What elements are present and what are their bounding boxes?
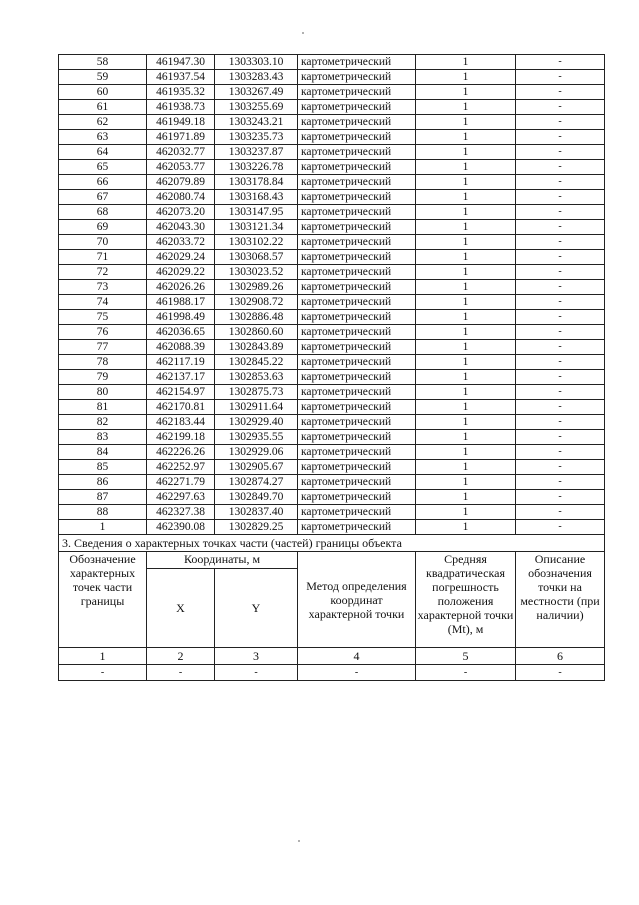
method-cell: картометрический	[298, 490, 416, 505]
description-cell: -	[516, 490, 605, 505]
table-row	[59, 490, 605, 505]
method-cell: картометрический	[298, 220, 416, 235]
description-cell: -	[516, 190, 605, 205]
point-number-cell: 78	[59, 355, 147, 370]
mt-cell: 1	[416, 265, 516, 280]
table-row	[59, 460, 605, 475]
description-cell: -	[516, 415, 605, 430]
table-row	[59, 370, 605, 385]
point-number-cell: 86	[59, 475, 147, 490]
x-coordinate-cell: 462390.08	[147, 520, 215, 535]
point-number-cell: 85	[59, 460, 147, 475]
description-cell: -	[516, 220, 605, 235]
y-coordinate-cell: 1302935.55	[215, 430, 298, 445]
y-coordinate-cell: 1302853.63	[215, 370, 298, 385]
table-row	[59, 475, 605, 490]
mt-cell: 1	[416, 490, 516, 505]
description-cell: -	[516, 385, 605, 400]
method-cell: картометрический	[298, 310, 416, 325]
description-cell: -	[516, 340, 605, 355]
y-coordinate-cell: 1302829.25	[215, 520, 298, 535]
x-coordinate-cell: 462033.72	[147, 235, 215, 250]
y-coordinate-cell: 1303235.73	[215, 130, 298, 145]
x-coordinate-cell: 462036.65	[147, 325, 215, 340]
col-number: 4	[298, 648, 416, 665]
header-mt: Средняя квадратическая погрешность положения характерной точки (Mt), м	[416, 552, 516, 648]
description-cell: -	[516, 475, 605, 490]
y-coordinate-cell: 1303023.52	[215, 265, 298, 280]
table-row	[59, 415, 605, 430]
x-coordinate-cell: 462271.79	[147, 475, 215, 490]
section3-block	[59, 535, 605, 681]
document-sheet	[58, 54, 604, 681]
col-number: 6	[516, 648, 605, 665]
y-coordinate-cell: 1302849.70	[215, 490, 298, 505]
mt-cell: 1	[416, 130, 516, 145]
description-cell: -	[516, 370, 605, 385]
y-coordinate-cell: 1303303.10	[215, 55, 298, 70]
point-number-cell: 60	[59, 85, 147, 100]
mt-cell: 1	[416, 325, 516, 340]
description-cell: -	[516, 70, 605, 85]
method-cell: картометрический	[298, 415, 416, 430]
description-cell: -	[516, 235, 605, 250]
x-coordinate-cell: 462032.77	[147, 145, 215, 160]
x-coordinate-cell: 462183.44	[147, 415, 215, 430]
point-number-cell: 68	[59, 205, 147, 220]
x-coordinate-cell: 462053.77	[147, 160, 215, 175]
y-coordinate-cell: 1303283.43	[215, 70, 298, 85]
method-cell: картометрический	[298, 235, 416, 250]
point-number-cell: 61	[59, 100, 147, 115]
mt-cell: 1	[416, 55, 516, 70]
y-coordinate-cell: 1303267.49	[215, 85, 298, 100]
y-coordinate-cell: 1303255.69	[215, 100, 298, 115]
mt-cell: 1	[416, 160, 516, 175]
y-coordinate-cell: 1302929.06	[215, 445, 298, 460]
method-cell: картометрический	[298, 400, 416, 415]
table-row	[59, 85, 605, 100]
y-coordinate-cell: 1302843.89	[215, 340, 298, 355]
description-cell: -	[516, 505, 605, 520]
x-coordinate-cell: 462029.24	[147, 250, 215, 265]
point-number-cell: 69	[59, 220, 147, 235]
header-coords: Координаты, м	[147, 552, 298, 569]
method-cell: картометрический	[298, 85, 416, 100]
mt-cell: 1	[416, 475, 516, 490]
table-row	[59, 220, 605, 235]
y-coordinate-cell: 1302874.27	[215, 475, 298, 490]
mt-cell: 1	[416, 445, 516, 460]
header-x: X	[147, 569, 215, 648]
description-cell: -	[516, 130, 605, 145]
description-cell: -	[516, 55, 605, 70]
header-y: Y	[215, 569, 298, 648]
description-cell: -	[516, 85, 605, 100]
y-coordinate-cell: 1302989.26	[215, 280, 298, 295]
point-number-cell: 83	[59, 430, 147, 445]
y-coordinate-cell: 1303121.34	[215, 220, 298, 235]
section3-title-row	[59, 535, 605, 552]
empty-cell: -	[416, 665, 516, 681]
point-number-cell: 77	[59, 340, 147, 355]
table-row	[59, 115, 605, 130]
header-method: Метод определения координат характерной точки	[298, 552, 416, 648]
mt-cell: 1	[416, 115, 516, 130]
empty-cell: -	[147, 665, 215, 681]
y-coordinate-cell: 1302911.64	[215, 400, 298, 415]
x-coordinate-cell: 462297.63	[147, 490, 215, 505]
table-row	[59, 400, 605, 415]
method-cell: картометрический	[298, 460, 416, 475]
mt-cell: 1	[416, 520, 516, 535]
mt-cell: 1	[416, 310, 516, 325]
y-coordinate-cell: 1302886.48	[215, 310, 298, 325]
point-number-cell: 62	[59, 115, 147, 130]
mt-cell: 1	[416, 280, 516, 295]
point-number-cell: 76	[59, 325, 147, 340]
x-coordinate-cell: 462073.20	[147, 205, 215, 220]
section3-title: 3. Сведения о характерных точках части (частей) границы объекта	[59, 535, 605, 552]
method-cell: картометрический	[298, 100, 416, 115]
table-row	[59, 235, 605, 250]
y-coordinate-cell: 1302837.40	[215, 505, 298, 520]
point-number-cell: 66	[59, 175, 147, 190]
mt-cell: 1	[416, 370, 516, 385]
method-cell: картометрический	[298, 325, 416, 340]
table-row	[59, 430, 605, 445]
mt-cell: 1	[416, 175, 516, 190]
table-row	[59, 385, 605, 400]
method-cell: картометрический	[298, 115, 416, 130]
x-coordinate-cell: 462088.39	[147, 340, 215, 355]
point-number-cell: 75	[59, 310, 147, 325]
mt-cell: 1	[416, 460, 516, 475]
y-coordinate-cell: 1302929.40	[215, 415, 298, 430]
section3-header-row-1	[59, 552, 605, 569]
point-number-cell: 63	[59, 130, 147, 145]
method-cell: картометрический	[298, 340, 416, 355]
point-number-cell: 59	[59, 70, 147, 85]
point-number-cell: 82	[59, 415, 147, 430]
table-row	[59, 250, 605, 265]
table-row	[59, 190, 605, 205]
col-number: 1	[59, 648, 147, 665]
mt-cell: 1	[416, 385, 516, 400]
description-cell: -	[516, 205, 605, 220]
x-coordinate-cell: 462170.81	[147, 400, 215, 415]
section3-column-numbers	[59, 648, 605, 665]
method-cell: картометрический	[298, 145, 416, 160]
x-coordinate-cell: 461937.54	[147, 70, 215, 85]
method-cell: картометрический	[298, 295, 416, 310]
mt-cell: 1	[416, 205, 516, 220]
mt-cell: 1	[416, 430, 516, 445]
header-description: Описание обозначения точки на местности (при наличии)	[516, 552, 605, 648]
point-number-cell: 58	[59, 55, 147, 70]
mt-cell: 1	[416, 400, 516, 415]
y-coordinate-cell: 1302875.73	[215, 385, 298, 400]
description-cell: -	[516, 280, 605, 295]
x-coordinate-cell: 462327.38	[147, 505, 215, 520]
empty-cell: -	[215, 665, 298, 681]
mt-cell: 1	[416, 145, 516, 160]
method-cell: картометрический	[298, 55, 416, 70]
y-coordinate-cell: 1303168.43	[215, 190, 298, 205]
table-row	[59, 445, 605, 460]
method-cell: картометрический	[298, 355, 416, 370]
y-coordinate-cell: 1302845.22	[215, 355, 298, 370]
empty-cell: -	[298, 665, 416, 681]
method-cell: картометрический	[298, 475, 416, 490]
y-coordinate-cell: 1303147.95	[215, 205, 298, 220]
point-number-cell: 74	[59, 295, 147, 310]
y-coordinate-cell: 1303226.78	[215, 160, 298, 175]
mt-cell: 1	[416, 340, 516, 355]
y-coordinate-cell: 1302908.72	[215, 295, 298, 310]
table-row	[59, 265, 605, 280]
section3-empty-row	[59, 665, 605, 681]
description-cell: -	[516, 310, 605, 325]
description-cell: -	[516, 250, 605, 265]
description-cell: -	[516, 355, 605, 370]
col-number: 5	[416, 648, 516, 665]
x-coordinate-cell: 462199.18	[147, 430, 215, 445]
table-row	[59, 295, 605, 310]
y-coordinate-cell: 1302905.67	[215, 460, 298, 475]
description-cell: -	[516, 265, 605, 280]
mt-cell: 1	[416, 505, 516, 520]
description-cell: -	[516, 520, 605, 535]
point-number-cell: 84	[59, 445, 147, 460]
col-number: 3	[215, 648, 298, 665]
y-coordinate-cell: 1303102.22	[215, 235, 298, 250]
mt-cell: 1	[416, 355, 516, 370]
table-row	[59, 310, 605, 325]
mt-cell: 1	[416, 235, 516, 250]
x-coordinate-cell: 461947.30	[147, 55, 215, 70]
table-row	[59, 145, 605, 160]
point-number-cell: 64	[59, 145, 147, 160]
mt-cell: 1	[416, 100, 516, 115]
point-number-cell: 72	[59, 265, 147, 280]
x-coordinate-cell: 462226.26	[147, 445, 215, 460]
table-row	[59, 520, 605, 535]
points-table-body	[59, 55, 605, 535]
table-row	[59, 505, 605, 520]
description-cell: -	[516, 175, 605, 190]
description-cell: -	[516, 100, 605, 115]
mt-cell: 1	[416, 220, 516, 235]
method-cell: картометрический	[298, 265, 416, 280]
coordinates-table	[58, 54, 605, 681]
method-cell: картометрический	[298, 280, 416, 295]
empty-cell: -	[59, 665, 147, 681]
x-coordinate-cell: 462117.19	[147, 355, 215, 370]
x-coordinate-cell: 462154.97	[147, 385, 215, 400]
point-number-cell: 67	[59, 190, 147, 205]
empty-cell: -	[516, 665, 605, 681]
point-number-cell: 71	[59, 250, 147, 265]
point-number-cell: 79	[59, 370, 147, 385]
table-row	[59, 100, 605, 115]
mt-cell: 1	[416, 250, 516, 265]
table-row	[59, 70, 605, 85]
description-cell: -	[516, 400, 605, 415]
point-number-cell: 70	[59, 235, 147, 250]
description-cell: -	[516, 115, 605, 130]
method-cell: картометрический	[298, 175, 416, 190]
table-row	[59, 160, 605, 175]
header-designation: Обозначение характерных точек части границы	[59, 552, 147, 648]
point-number-cell: 1	[59, 520, 147, 535]
description-cell: -	[516, 445, 605, 460]
x-coordinate-cell: 462080.74	[147, 190, 215, 205]
method-cell: картометрический	[298, 385, 416, 400]
col-number: 2	[147, 648, 215, 665]
x-coordinate-cell: 461938.73	[147, 100, 215, 115]
description-cell: -	[516, 430, 605, 445]
table-row	[59, 175, 605, 190]
description-cell: -	[516, 295, 605, 310]
table-row	[59, 280, 605, 295]
table-row	[59, 205, 605, 220]
y-coordinate-cell: 1302860.60	[215, 325, 298, 340]
method-cell: картометрический	[298, 70, 416, 85]
method-cell: картометрический	[298, 130, 416, 145]
point-number-cell: 80	[59, 385, 147, 400]
x-coordinate-cell: 462026.26	[147, 280, 215, 295]
mt-cell: 1	[416, 190, 516, 205]
point-number-cell: 88	[59, 505, 147, 520]
point-number-cell: 87	[59, 490, 147, 505]
mt-cell: 1	[416, 85, 516, 100]
table-row	[59, 355, 605, 370]
x-coordinate-cell: 462029.22	[147, 265, 215, 280]
y-coordinate-cell: 1303243.21	[215, 115, 298, 130]
x-coordinate-cell: 461998.49	[147, 310, 215, 325]
description-cell: -	[516, 160, 605, 175]
mt-cell: 1	[416, 415, 516, 430]
x-coordinate-cell: 461949.18	[147, 115, 215, 130]
method-cell: картометрический	[298, 160, 416, 175]
method-cell: картометрический	[298, 190, 416, 205]
table-row	[59, 55, 605, 70]
table-row	[59, 325, 605, 340]
table-row	[59, 340, 605, 355]
x-coordinate-cell: 462043.30	[147, 220, 215, 235]
y-coordinate-cell: 1303068.57	[215, 250, 298, 265]
point-number-cell: 73	[59, 280, 147, 295]
method-cell: картометрический	[298, 520, 416, 535]
y-coordinate-cell: 1303178.84	[215, 175, 298, 190]
method-cell: картометрический	[298, 250, 416, 265]
point-number-cell: 81	[59, 400, 147, 415]
scan-speck	[298, 840, 300, 842]
method-cell: картометрический	[298, 430, 416, 445]
x-coordinate-cell: 462252.97	[147, 460, 215, 475]
x-coordinate-cell: 461971.89	[147, 130, 215, 145]
x-coordinate-cell: 462079.89	[147, 175, 215, 190]
x-coordinate-cell: 461935.32	[147, 85, 215, 100]
scan-speck	[302, 32, 304, 34]
description-cell: -	[516, 145, 605, 160]
y-coordinate-cell: 1303237.87	[215, 145, 298, 160]
x-coordinate-cell: 461988.17	[147, 295, 215, 310]
mt-cell: 1	[416, 295, 516, 310]
description-cell: -	[516, 460, 605, 475]
method-cell: картометрический	[298, 205, 416, 220]
mt-cell: 1	[416, 70, 516, 85]
description-cell: -	[516, 325, 605, 340]
x-coordinate-cell: 462137.17	[147, 370, 215, 385]
point-number-cell: 65	[59, 160, 147, 175]
method-cell: картометрический	[298, 445, 416, 460]
table-row	[59, 130, 605, 145]
method-cell: картометрический	[298, 370, 416, 385]
method-cell: картометрический	[298, 505, 416, 520]
